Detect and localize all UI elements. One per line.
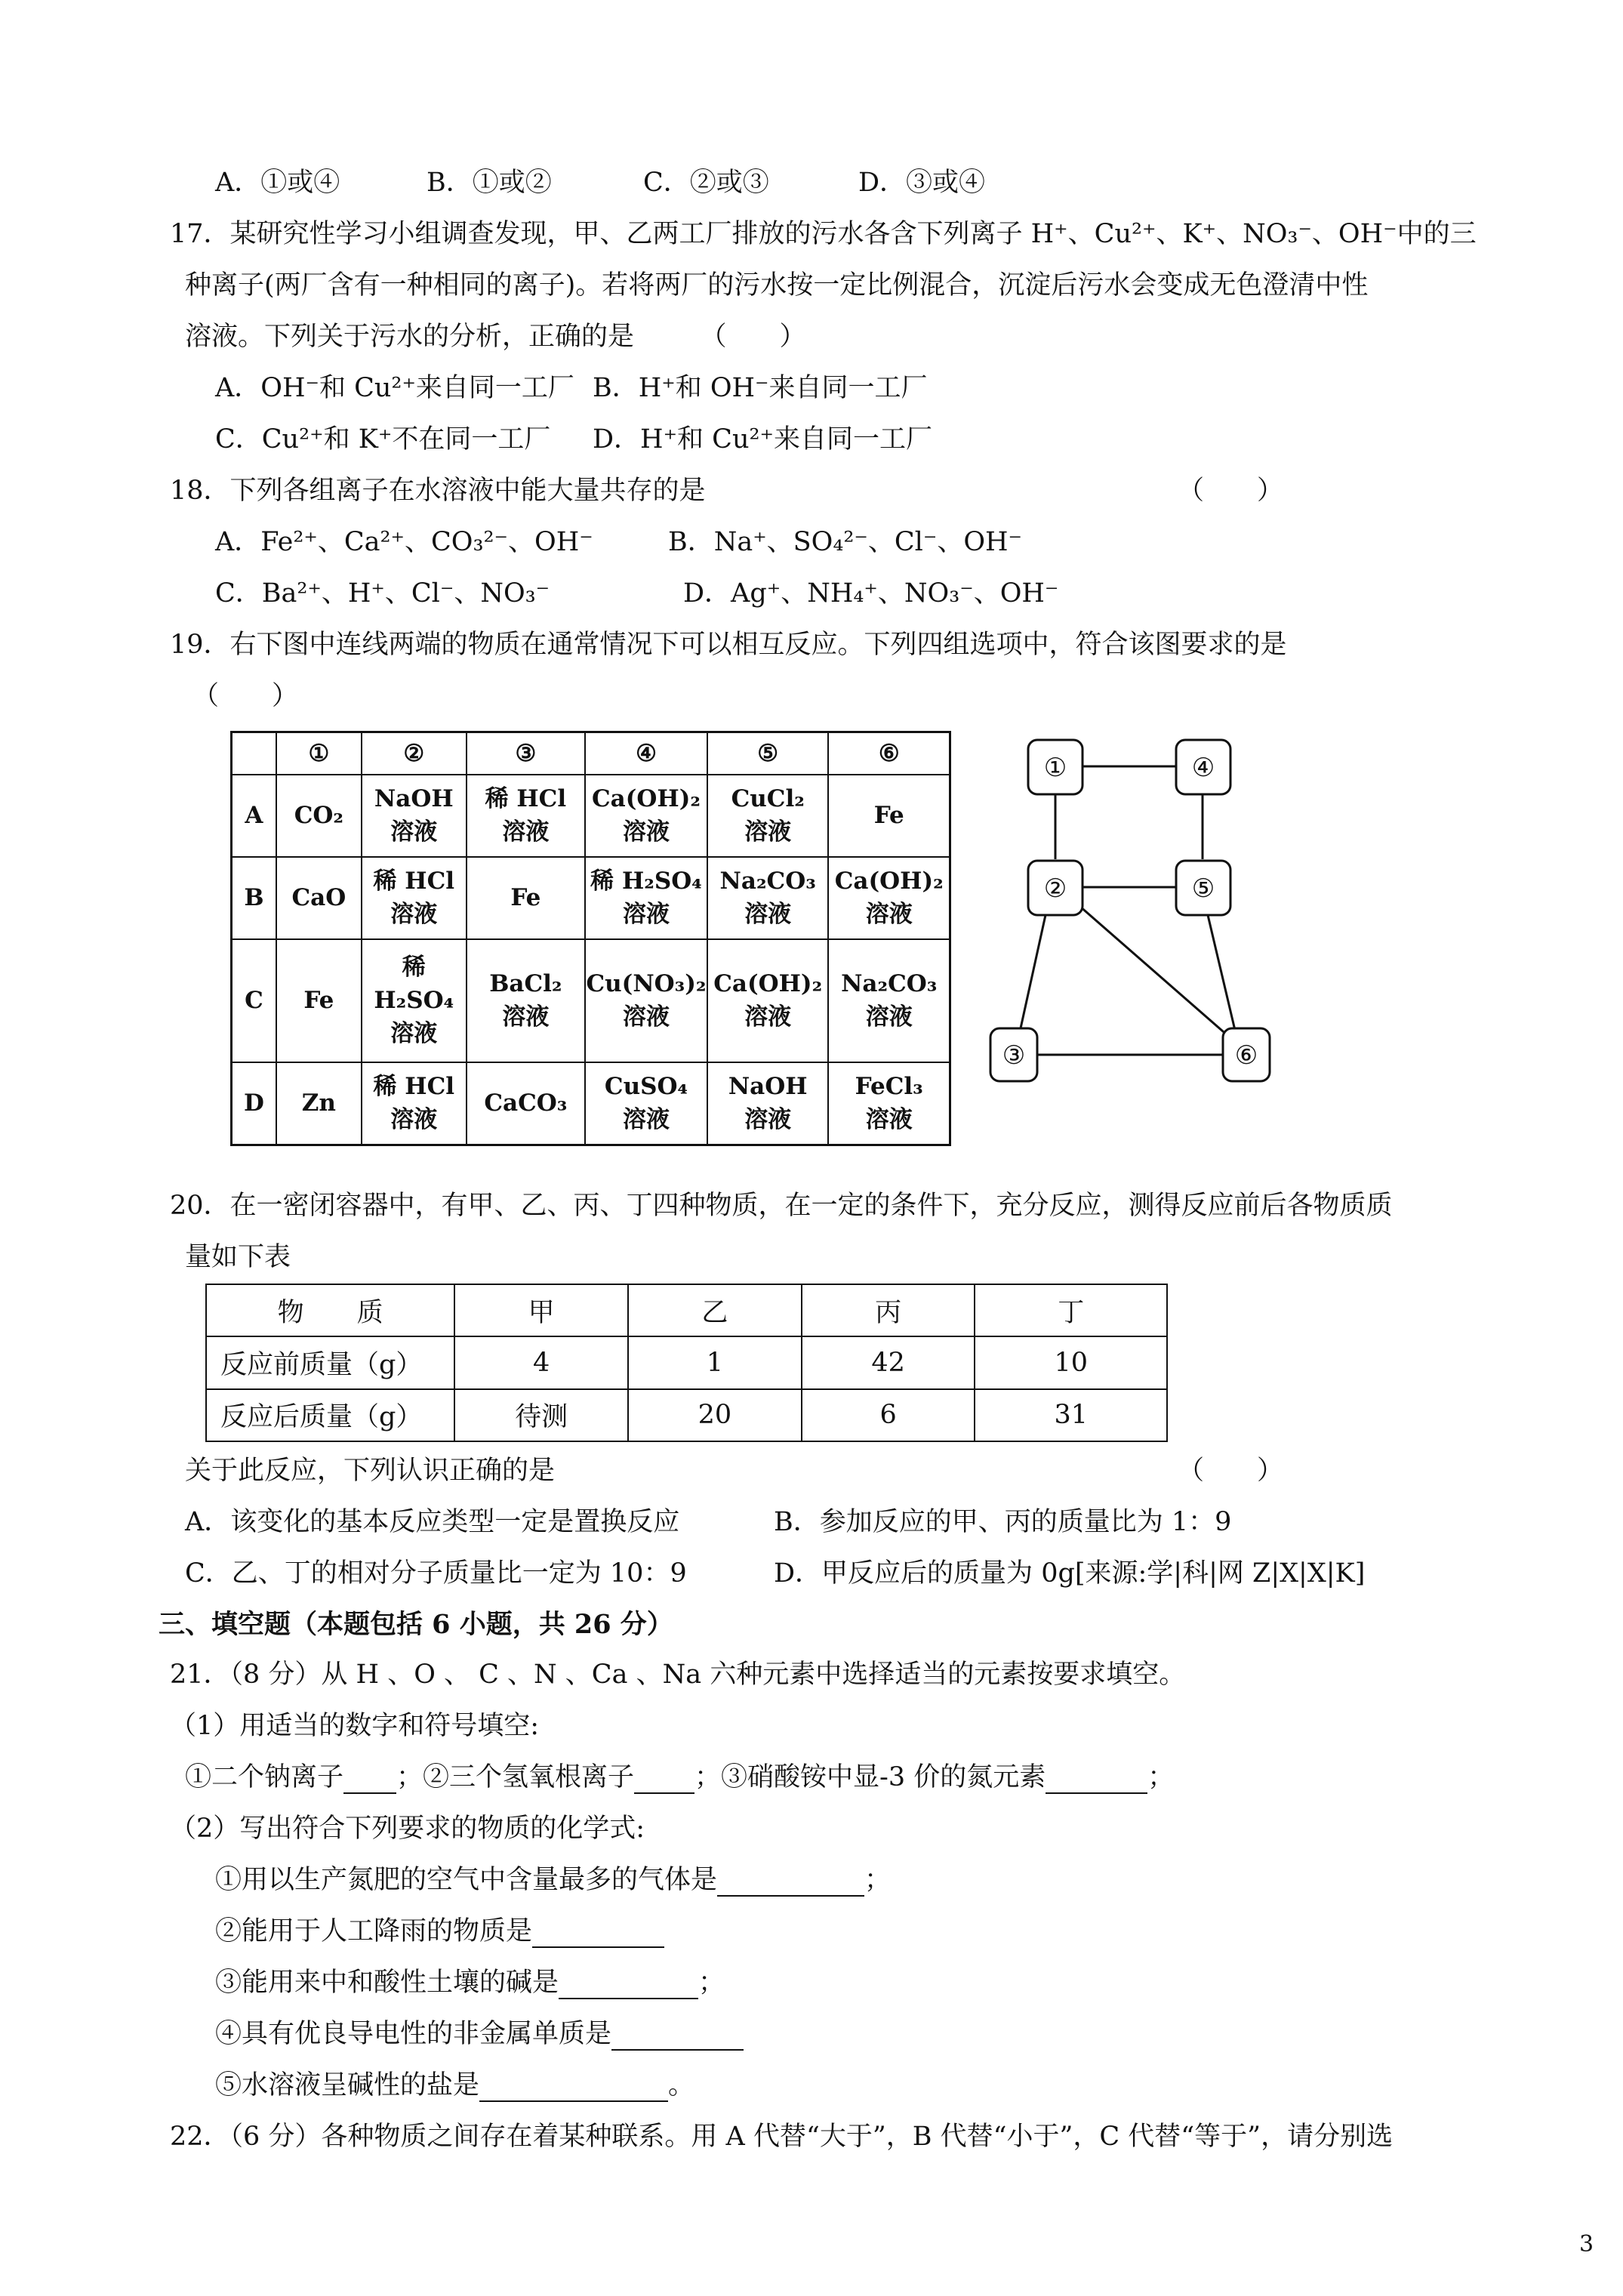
q19-header-4: ④ bbox=[585, 732, 707, 775]
q21-item3-text: ③能用来中和酸性土壤的碱是 bbox=[215, 1968, 559, 1998]
q21-part1-end: ； bbox=[1147, 1762, 1175, 1792]
q17-option-a: A．OH⁻和 Cu²⁺来自同一工厂 bbox=[215, 373, 574, 403]
q21-part1: （1）用适当的数字和符号填空: bbox=[170, 1711, 540, 1741]
q19-cell: FeCl₃ 溶液 bbox=[828, 1062, 950, 1145]
q19-header-5: ⑤ bbox=[707, 732, 829, 775]
q19-cell: 稀 H₂SO₄ 溶液 bbox=[362, 939, 467, 1062]
q21-part1-b: ；②三个氢氧根离子 bbox=[396, 1762, 635, 1792]
answer-blank[interactable] bbox=[611, 2023, 744, 2051]
q19-cell: Na₂CO₃ 溶液 bbox=[707, 857, 829, 939]
diagram-node-4: ④ bbox=[1191, 753, 1215, 783]
q20-ask: 关于此反应，下列认识正确的是 bbox=[185, 1456, 556, 1486]
q19-cell: Zn bbox=[276, 1062, 362, 1145]
q22-stem: 22．（6 分）各种物质之间存在着某种联系。用 A 代替“大于”，B 代替“小于”，C 代替“等于”，请分别选 bbox=[170, 2122, 1394, 2152]
diagram-edge-2-6 bbox=[1079, 906, 1229, 1037]
q19-header-3: ③ bbox=[467, 732, 585, 775]
answer-blank[interactable] bbox=[634, 1767, 694, 1794]
q19-cell: NaOH 溶液 bbox=[707, 1062, 829, 1145]
q18-answer-paren: （ ） bbox=[1178, 476, 1284, 506]
q19-header-1: ① bbox=[276, 732, 362, 775]
q20-cell: 1 bbox=[628, 1336, 802, 1388]
q19-cell: CuSO₄ 溶液 bbox=[585, 1062, 707, 1145]
q20-option-a: A．该变化的基本反应类型一定是置换反应 bbox=[185, 1507, 680, 1537]
diagram-node-2: ② bbox=[1043, 874, 1067, 904]
q21-part1-a: ①二个钠离子 bbox=[185, 1762, 344, 1792]
q19-cell: CO₂ bbox=[276, 775, 362, 857]
q19-answer-paren: （ ） bbox=[192, 681, 299, 711]
q19-cell: Ca(OH)₂ 溶液 bbox=[707, 939, 829, 1062]
q21-item4-text: ④具有优良导电性的非金属单质是 bbox=[215, 2019, 612, 2049]
q20-header-ding: 丁 bbox=[975, 1284, 1167, 1336]
q19-row-b-label: B bbox=[232, 857, 276, 939]
q19-row-d-label: D bbox=[232, 1062, 276, 1145]
diagram-node-5: ⑤ bbox=[1191, 874, 1215, 904]
q16-option-d: D．③或④ bbox=[858, 168, 986, 198]
q17-line3: 溶液。下列关于污水的分析，正确的是 （ ） bbox=[185, 322, 806, 352]
q20-cell: 待测 bbox=[454, 1389, 628, 1441]
q19-cell: 稀 HCl 溶液 bbox=[362, 857, 467, 939]
diagram-node-3: ③ bbox=[1002, 1040, 1026, 1071]
q20-cell: 20 bbox=[628, 1389, 802, 1441]
q19-cell: CaCO₃ bbox=[467, 1062, 585, 1145]
q17-option-b: B．H⁺和 OH⁻来自同一工厂 bbox=[593, 373, 928, 403]
q16-option-c: C．②或③ bbox=[643, 168, 769, 198]
q19-header-2: ② bbox=[362, 732, 467, 775]
q19-cell: Cu(NO₃)₂ 溶液 bbox=[585, 939, 707, 1062]
q19-cell: 稀 HCl 溶液 bbox=[362, 1062, 467, 1145]
q19-cell: Fe bbox=[276, 939, 362, 1062]
q20-row-after-label: 反应后质量（g） bbox=[206, 1389, 454, 1441]
q19-reaction-diagram bbox=[981, 725, 1276, 1117]
q20-header-yi: 乙 bbox=[628, 1284, 802, 1336]
answer-blank[interactable] bbox=[559, 1972, 698, 1999]
q18-option-d: D．Ag⁺、NH₄⁺、NO₃⁻、OH⁻ bbox=[683, 578, 1059, 609]
q20-option-c: C．乙、丁的相对分子质量比一定为 10：9 bbox=[185, 1558, 687, 1589]
q20-header-substance: 物 质 bbox=[206, 1284, 454, 1336]
q19-cell: CuCl₂ 溶液 bbox=[707, 775, 829, 857]
q17-line2: 种离子(两厂含有一种相同的离子)。若将两厂的污水按一定比例混合，沉淀后污水会变成无色澄清中性 bbox=[185, 270, 1369, 300]
q20-option-d: D．甲反应后的质量为 0g[来源:学|科|网 Z|X|X|K] bbox=[774, 1558, 1366, 1589]
q20-line2: 量如下表 bbox=[185, 1242, 291, 1272]
q20-cell: 10 bbox=[975, 1336, 1167, 1388]
section-3-heading: 三、填空题（本题包括 6 小题，共 26 分） bbox=[159, 1609, 673, 1640]
q16-option-b: B．①或② bbox=[427, 168, 552, 198]
q18-stem: 18．下列各组离子在水溶液中能大量共存的是 bbox=[170, 476, 706, 506]
diagram-edge-2-3 bbox=[1018, 915, 1046, 1042]
q20-mass-table bbox=[205, 1284, 1168, 1442]
q19-cell: Fe bbox=[828, 775, 950, 857]
q18-option-a: A．Fe²⁺、Ca²⁺、CO₃²⁻、OH⁻ bbox=[215, 527, 593, 557]
q21-item2-text: ②能用于人工降雨的物质是 bbox=[215, 1916, 533, 1946]
q19-cell: Ca(OH)₂ 溶液 bbox=[585, 775, 707, 857]
answer-blank[interactable] bbox=[717, 1869, 864, 1897]
q21-part2: （2）写出符合下列要求的物质的化学式: bbox=[170, 1814, 645, 1844]
q21-item2 bbox=[215, 1915, 664, 1948]
q21-item5-text: ⑤水溶液呈碱性的盐是 bbox=[215, 2070, 480, 2100]
q20-cell: 31 bbox=[975, 1389, 1167, 1441]
q20-option-b: B．参加反应的甲、丙的质量比为 1：9 bbox=[774, 1507, 1232, 1537]
q19-cell: Ca(OH)₂ 溶液 bbox=[828, 857, 950, 939]
q18-option-b: B．Na⁺、SO₄²⁻、Cl⁻、OH⁻ bbox=[668, 527, 1023, 557]
q19-stem: 19．右下图中连线两端的物质在通常情况下可以相互反应。下列四组选项中，符合该图要求的是 bbox=[170, 630, 1287, 660]
q21-item3 bbox=[215, 1966, 725, 1999]
q21-item5 bbox=[215, 2069, 694, 2102]
diagram-node-1: ① bbox=[1043, 753, 1067, 783]
q21-item4 bbox=[215, 2017, 744, 2051]
answer-blank[interactable] bbox=[532, 1921, 664, 1948]
q19-row-a-label: A bbox=[232, 775, 276, 857]
q17-option-d: D．H⁺和 Cu²⁺来自同一工厂 bbox=[593, 424, 933, 455]
q21-stem: 21．（8 分）从 H 、O 、 C 、N 、Ca 、Na 六种元素中选择适当的元素按要求填空。 bbox=[170, 1660, 1186, 1690]
q21-item5-end: 。 bbox=[668, 2070, 695, 2100]
q16-option-a: A．①或④ bbox=[215, 168, 340, 198]
q19-cell: 稀 H₂SO₄ 溶液 bbox=[585, 857, 707, 939]
q21-part1-c: ；③硝酸铵中显-3 价的氮元素 bbox=[694, 1762, 1046, 1792]
answer-blank[interactable] bbox=[343, 1767, 396, 1794]
q19-cell: BaCl₂ 溶液 bbox=[467, 939, 585, 1062]
q19-row-c-label: C bbox=[232, 939, 276, 1062]
q17-option-c: C．Cu²⁺和 K⁺不在同一工厂 bbox=[215, 424, 551, 455]
q21-item3-end: ； bbox=[698, 1968, 725, 1998]
q20-cell: 42 bbox=[802, 1336, 975, 1388]
q18-option-c: C．Ba²⁺、H⁺、Cl⁻、NO₃⁻ bbox=[215, 578, 550, 609]
q19-header-blank bbox=[232, 732, 276, 775]
q21-item1-text: ①用以生产氮肥的空气中含量最多的气体是 bbox=[215, 1865, 718, 1895]
answer-blank[interactable] bbox=[1046, 1767, 1147, 1794]
page-number: 3 bbox=[1579, 2231, 1594, 2257]
q20-cell: 6 bbox=[802, 1389, 975, 1441]
answer-blank[interactable] bbox=[479, 2075, 668, 2102]
q19-cell: Fe bbox=[467, 857, 585, 939]
q19-cell: 稀 HCl 溶液 bbox=[467, 775, 585, 857]
q21-part1-items bbox=[185, 1761, 1174, 1794]
q21-item1 bbox=[215, 1863, 891, 1897]
q19-cell: CaO bbox=[276, 857, 362, 939]
q21-item1-end: ； bbox=[864, 1865, 892, 1895]
q20-header-bing: 丙 bbox=[802, 1284, 975, 1336]
q20-header-jia: 甲 bbox=[454, 1284, 628, 1336]
diagram-node-6: ⑥ bbox=[1234, 1040, 1258, 1071]
q19-table bbox=[230, 731, 951, 1146]
diagram-edge-5-6 bbox=[1208, 915, 1236, 1037]
q20-cell: 4 bbox=[454, 1336, 628, 1388]
q19-header-6: ⑥ bbox=[828, 732, 950, 775]
q19-cell: Na₂CO₃ 溶液 bbox=[828, 939, 950, 1062]
q20-row-before-label: 反应前质量（g） bbox=[206, 1336, 454, 1388]
q20-line1: 20．在一密闭容器中，有甲、乙、丙、丁四种物质，在一定的条件下，充分反应，测得反应前后各物质质 bbox=[170, 1191, 1393, 1221]
q17-line1: 17．某研究性学习小组调查发现，甲、乙两工厂排放的污水各含下列离子 H⁺、Cu²⁺、K⁺、NO₃⁻、OH⁻中的三 bbox=[170, 219, 1477, 249]
q19-cell: NaOH 溶液 bbox=[362, 775, 467, 857]
q20-answer-paren: （ ） bbox=[1178, 1456, 1284, 1486]
